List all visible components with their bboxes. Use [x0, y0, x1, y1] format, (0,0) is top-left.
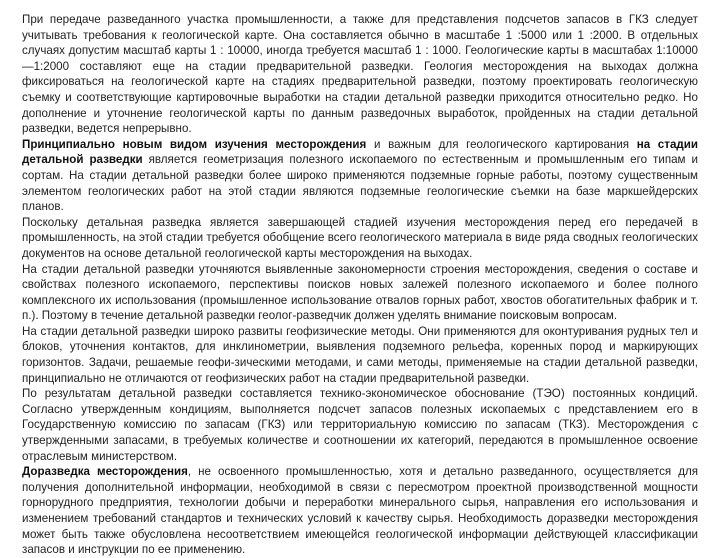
- paragraph-final-stage: Поскольку детальная разведка является завершающей стадией изучения месторождения перед его передачей в промышленность, на этой стадии требуется обобщение всего геологического материала в виде ряда сводных геологических документов на основе детальной геологической карты месторождения на выходах.: [22, 215, 698, 260]
- paragraph-text: , не освоенного промышленностью, хотя и детально разведанного, осуществляется для получения дополнительной информации, необходимой в связи с пересмотром проектной производственной мощности горнорудного предприятия, технологии добычи и переработки минерального сырья, направления его использования и изменением требований стандартов и технических условий к качеству сырья. Необходимость доразведки месторождения может быть также обусловлена несоответствием имеющейся геологической информации действующей классификации запасов и инструкции по ее применению.: [22, 465, 698, 557]
- paragraph-geological-map: При передаче разведанного участка промышленности, а также для представления подсчетов запасов в ГКЗ следует учитывать требования к геологической карте. Она составляется обычно в масштабе 1 :5000 или 1 :2000. В отдельных случаях допустим масштаб карты 1 : 10000, иногда требуется масштаб 1 : 1000. Геологические карты в масштабах 1:10000—1:2000 составляют еще на стадии предварительной разведки. Геология месторождения на выходах должна фиксироваться на геологической карте на стадиях предварительной разведки, поэтому проектировать геологическую съемку и соответствующие картировочные выработки на стадии детальной разведки приходится относительно редко. Но дополнение и уточнение геологической карты по данным разведочных выработок, пройденных на стадии детальной разведки, ведется непрерывно.: [22, 13, 698, 136]
- paragraph-feasibility: По результатам детальной разведки составляется технико-экономическое обоснование (ТЭО) постоянных кондиций. Согласно утвержденным кондициям, выполняется подсчет запасов полезных ископаемых с представлением его в Государственную комиссию по запасам (ГКЗ) или территориальную комиссию по запасам (ТКЗ). Месторождения с утвержденными запасами, в требуемых количестве и соотношении их категорий, передаются в промышленное освоение отраслевым министерством.: [22, 387, 698, 463]
- paragraph-text: является геометризация полезного ископаемого по естественным и промышленным его типам и сортам. На стадии детальной разведки более широко применяются подземные горные работы, поэтому существенным элементом геологических работ на этой стадии являются подземные геологические съемки на базе маркшейдерских планов.: [22, 153, 698, 214]
- paragraph-geophysics: На стадии детальной разведки широко развиты геофизические методы. Они применяются для оконтуривания рудных тел и блоков, уточнения контактов, для инклинометрии, выявления подземного рельефа, коренных пород и маркирующих горизонтов. Задачи, решаемые геофи-зическими методами, и сами методы, применяемые на стадии детальной разведки, принципиально не отличаются от геофизических работ на стадии предварительной разведки.: [22, 324, 698, 385]
- paragraph-additional-exploration: [22, 464, 698, 558]
- bold-phrase-new-method: Принципиально новым видом изучения месторождения: [22, 137, 367, 151]
- paragraph-geometrization: [22, 137, 698, 215]
- bold-phrase-detailed-stage: на стадии детальной разведки: [22, 137, 698, 167]
- bold-phrase-additional-exploration: Доразведка месторождения: [22, 465, 188, 479]
- paragraph-regularities: На стадии детальной разведки уточняются выявленные закономерности строения месторождения, сведения о составе и свойствах полезного ископаемого, перспективы поисков новых залежей полезного ископаемого и более полного комплексного их использования (промышленное использование отвалов горных работ, хвостов обогатительных фабрик и т. п.). Поэтому в течение детальной разведки геолог-разведчик должен уделять внимание поисковым вопросам.: [22, 262, 698, 323]
- paragraph-text: и важным для геологического картирования: [366, 137, 637, 151]
